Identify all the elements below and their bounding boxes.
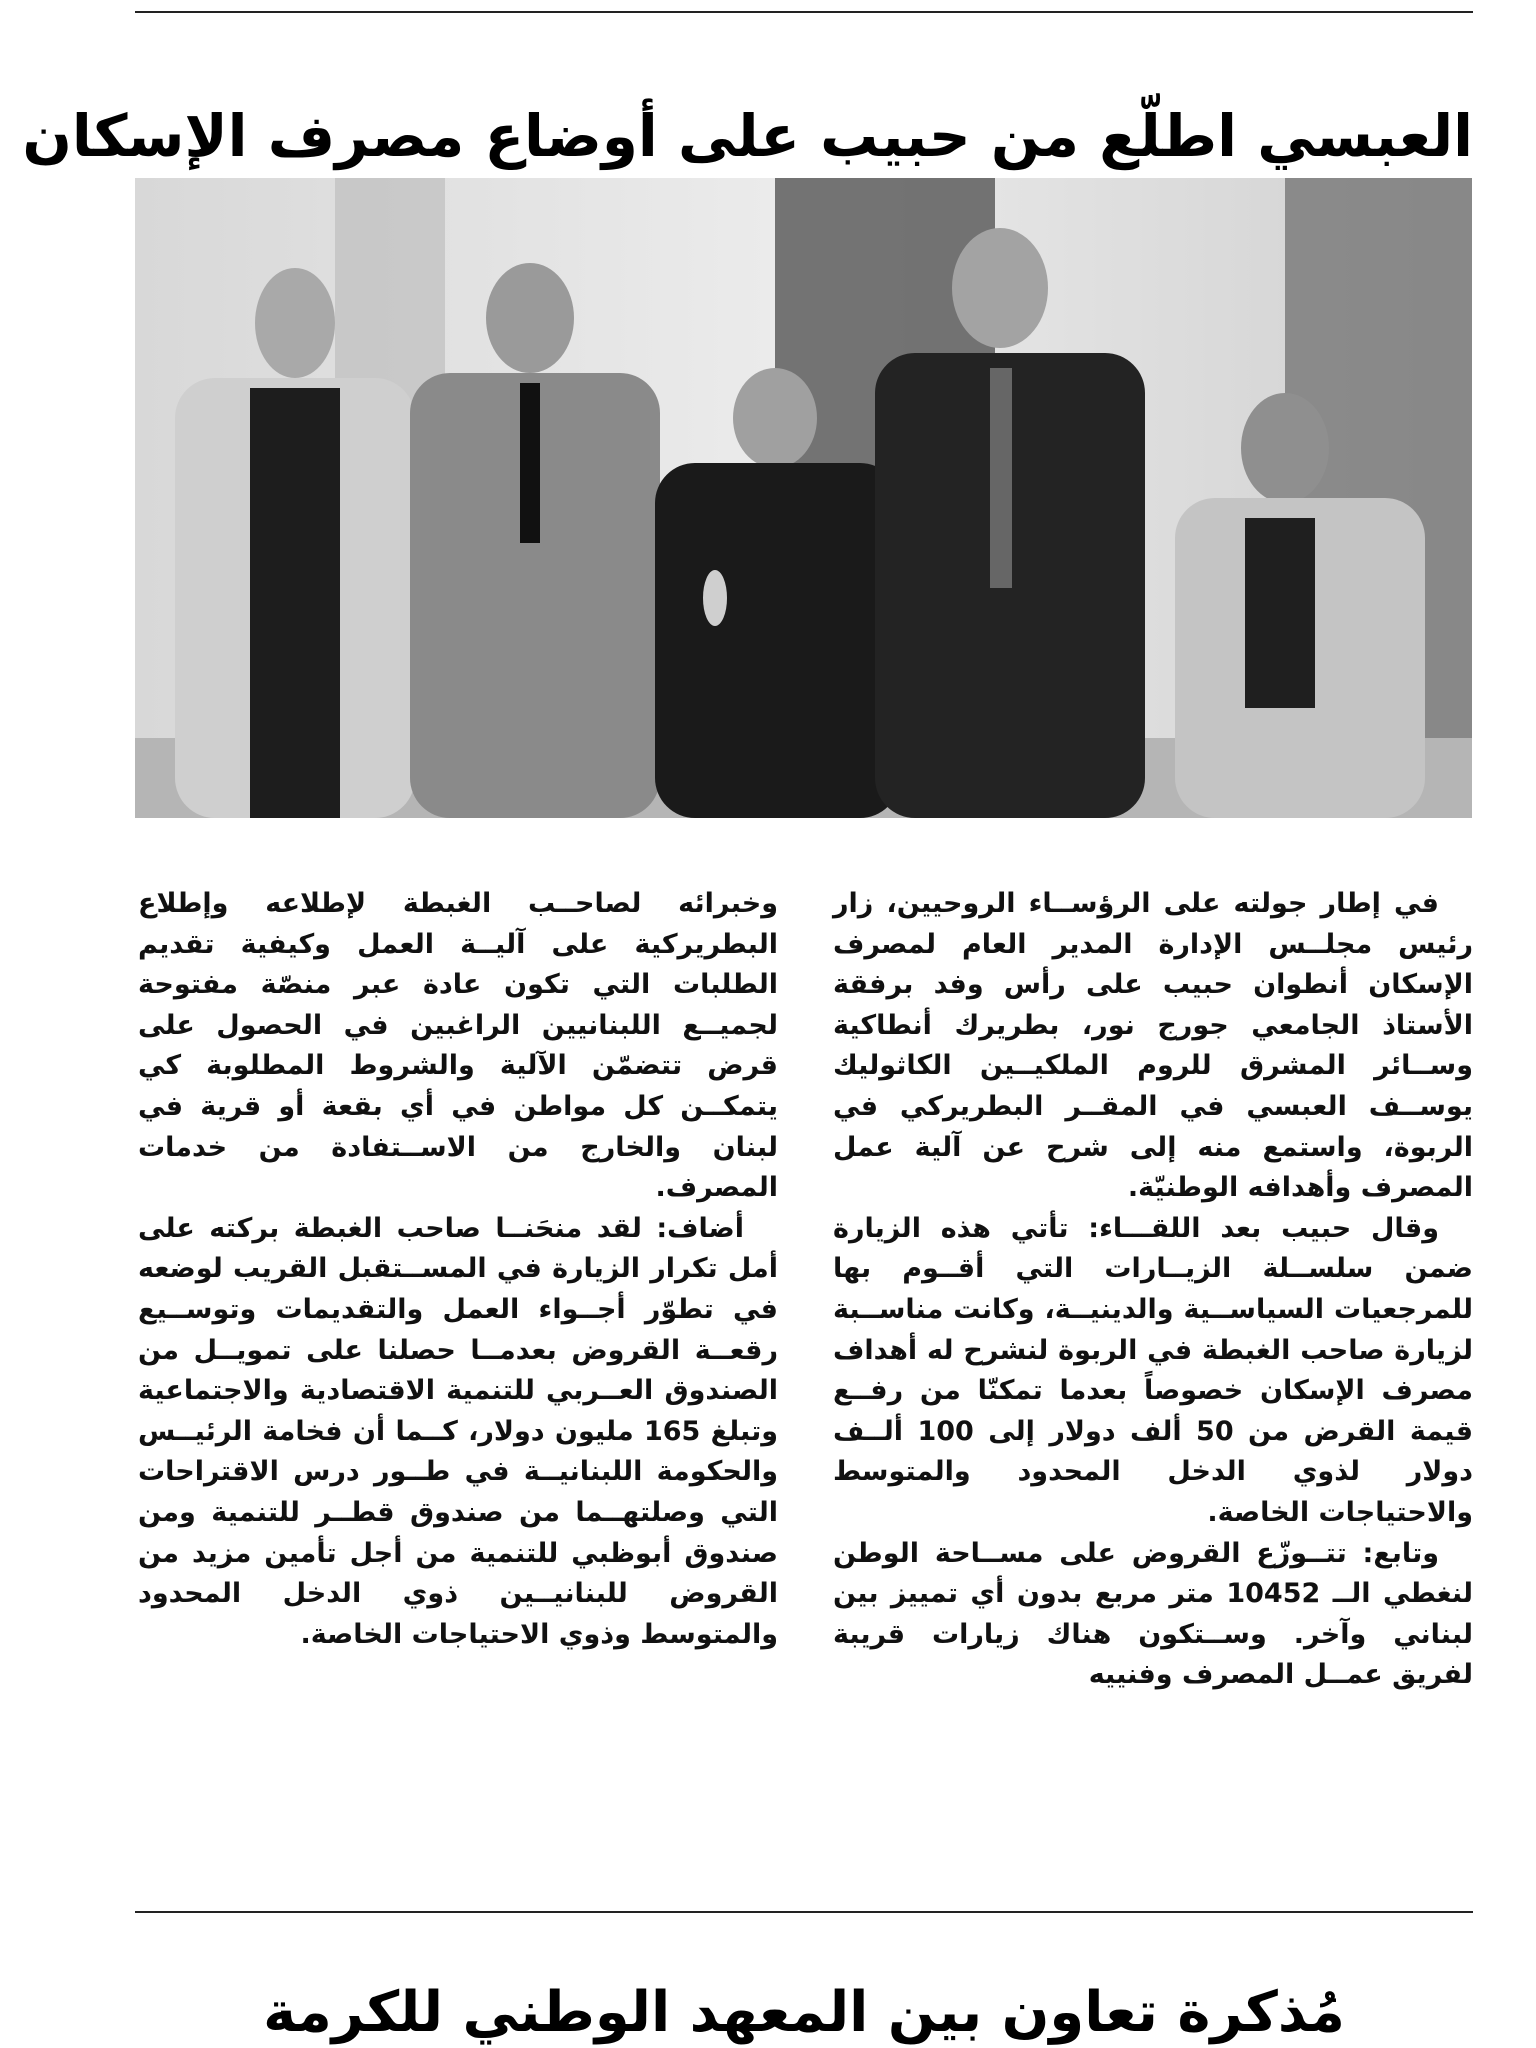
paragraph: وقال حبيب بعد اللقـــاء: تأتي هذه الزيارة ضمن سلســلة الزيــارات التي أقــوم بها للمرجعيات السياســية والدينيــة، وكانت مناســبة لزيارة صاحب الغبطة في الربوة لنشرح له أهداف مصرف الإسكان خصوصاً بعدما تمكنّا من رفــع قيمة القرض من 50 ألف دولار إلى 100 ألــف دولار لذوي الدخل المحدود والمتوسط والاحتياجات الخاصة. bbox=[833, 1212, 1473, 1528]
article-headline: العبسي اطلّع من حبيب على أوضاع مصرف الإسكان bbox=[22, 101, 1473, 170]
paragraph: وخبرائه لصاحــب الغبطة لإطلاعه وإطلاع البطريركية على آليــة العمل وكيفية تقديم الطلبات التي تكون عادة عبر منصّة مفتوحة لجميــع اللبنانيين الراغبين في الحصول على قرض تتضمّن الآلية والشروط المطلوبة كي يتمكــن كل مواطن في أي بقعة أو قرية في لبنان والخارج من الاســتفادة من خدمات المصرف. bbox=[138, 888, 778, 1204]
article-body-right-column bbox=[833, 884, 1473, 1696]
article-photo bbox=[135, 178, 1472, 818]
bottom-divider bbox=[135, 1911, 1473, 1913]
top-divider bbox=[135, 11, 1473, 13]
next-article-headline: مُذكرة تعاون بين المعهد الوطني للكرمة bbox=[263, 1980, 1345, 2046]
paragraph: في إطار جولته على الرؤســاء الروحيين، زار رئيس مجلــس الإدارة المدير العام لمصرف الإسكان أنطوان حبيب على رأس وفد برفقة الأستاذ الجامعي جورج نور، بطريرك أنطاكية وســائر المشرق للروم الملكيــين الكاثوليك يوســف العبسي في المقــر البطريركي في الربوة، واستمع منه إلى شرح عن آلية عمل المصرف وأهدافه الوطنيّة. bbox=[833, 888, 1473, 1204]
article-body-left-column bbox=[138, 884, 778, 1655]
paragraph: وتابع: تتــوزّع القروض على مســاحة الوطن لنغطي الــ 10452 متر مربع بدون أي تمييز بين لبناني وآخر. وســتكون هناك زيارات قريبة لفريق عمــل المصرف وفنييه bbox=[833, 1537, 1473, 1691]
group-photo-icon bbox=[135, 178, 1472, 818]
paragraph: أضاف: لقد منحَنــا صاحب الغبطة بركته على أمل تكرار الزيارة في المســتقبل القريب لوضعه في تطوّر أجــواء العمل والتقديمات وتوســيع رقعــة القروض بعدمــا حصلنا على تمويــل من الصندوق العــربي للتنمية الاقتصادية والاجتماعية وتبلغ 165 مليون دولار، كــما أن فخامة الرئيــس والحكومة اللبنانيــة في طــور درس الاقتراحات التي وصلتهــما من صندوق قطــر للتنمية ومن صندوق أبوظبي للتنمية من أجل تأمين مزيد من القروض للبنانيــين ذوي الدخل المحدود والمتوسط وذوي الاحتياجات الخاصة. bbox=[138, 1212, 778, 1650]
